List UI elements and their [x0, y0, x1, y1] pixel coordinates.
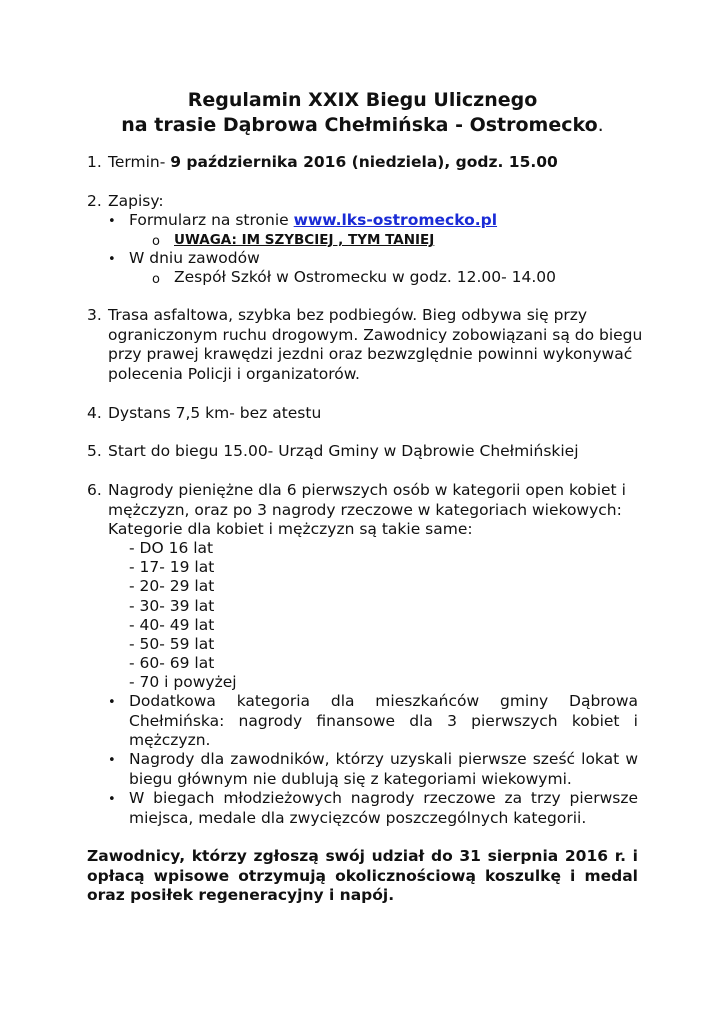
category-item: - 20- 29 lat	[129, 577, 215, 595]
item-3-number: 3.	[87, 306, 102, 324]
category-item: - 70 i powyżej	[129, 673, 237, 691]
title-line-1: Regulamin XXIX Biegu Ulicznego	[187, 89, 538, 111]
item-5-text: Start do biegu 15.00- Urząd Gminy w Dąbrowie Chełmińskiej	[108, 442, 579, 460]
category-item: - 50- 59 lat	[129, 635, 215, 653]
circle-bullet-icon: o	[152, 234, 160, 249]
item-3-text: Trasa asfaltowa, szybka bez podbiegów. Bieg odbywa się przy ograniczonym ruchu drogowym. Zawodnicy zobowiązani są do biegu przy prawej krawędzi jezdni oraz bezwzględnie powinni wykonywać polecenia Policji i organizatorów.	[108, 306, 643, 383]
circle-bullet-icon: o	[152, 272, 160, 287]
item-2-bullet-1	[129, 211, 497, 231]
category-item: - 30- 39 lat	[129, 597, 215, 615]
bullet-icon: •	[108, 214, 116, 229]
category-item: - DO 16 lat	[129, 539, 214, 557]
title-dot: .	[597, 114, 604, 136]
category-item: - 40- 49 lat	[129, 616, 215, 634]
item-1-number-row	[87, 153, 102, 173]
item-2-label: Zapisy:	[108, 192, 164, 210]
item-2-bullet-2: W dniu zawodów	[129, 249, 260, 267]
item-2-bullet-2-sub: Zespół Szkół w Ostromecku w godz. 12.00- 14.00	[174, 268, 556, 286]
bullet-icon: •	[108, 792, 116, 807]
item-6-text: Nagrody pieniężne dla 6 pierwszych osób w kategorii open kobiet i mężczyzn, oraz po 3 nagrody rzeczowe w kategoriach wiekowych: Kategorie dla kobiet i mężczyzn są takie same:	[108, 481, 626, 538]
closing-paragraph: Zawodnicy, którzy zgłoszą swój udział do 31 sierpnia 2016 r. i opłacą wpisowe otrzymują okolicznościową koszulkę i medal oraz posiłek regeneracyjny i napój.	[87, 847, 638, 904]
item-2-bullet-1-prefix: Formularz na stronie	[129, 211, 289, 229]
item-6-bullet-2: Nagrody dla zawodników, którzy uzyskali pierwsze sześć lokat w biegu głównym nie dublują się z kategoriami wiekowymi.	[129, 750, 638, 788]
bullet-icon: •	[108, 753, 116, 768]
item-1-prefix: Termin-	[108, 153, 166, 171]
item-1-date: 9 października 2016 (niedziela), godz. 15.00	[170, 153, 558, 171]
bullet-icon: •	[108, 695, 116, 710]
item-4-number: 4.	[87, 404, 102, 422]
title-line-2-text: na trasie Dąbrowa Chełmińska - Ostromecko	[121, 114, 598, 136]
item-2-warning	[174, 230, 434, 251]
item-4-text: Dystans 7,5 km- bez atestu	[108, 404, 322, 422]
item-6-bullet-1: Dodatkowa kategoria dla mieszkańców gminy Dąbrowa Chełmińska: nagrody finansowe dla 3 pierwszych kobiet i mężczyzn.	[129, 692, 638, 749]
item-2-number: 2.	[87, 192, 102, 210]
title-line-2	[0, 113, 725, 137]
bullet-icon: •	[108, 252, 116, 267]
item-1-text	[108, 153, 558, 173]
item-6-number: 6.	[87, 481, 102, 499]
item-6-bullet-3: W biegach młodzieżowych nagrody rzeczowe za trzy pierwsze miejsca, medale dla zwycięzców poszczególnych kategorii.	[129, 789, 638, 827]
registration-link[interactable]: www.lks-ostromecko.pl	[293, 211, 498, 229]
uwaga-note: UWAGA: IM SZYBCIEJ , TYM TANIEJ	[174, 232, 435, 248]
item-5-number: 5.	[87, 442, 102, 460]
category-item: - 17- 19 lat	[129, 558, 215, 576]
item-1-number-text: 1.	[87, 153, 102, 171]
category-item: - 60- 69 lat	[129, 654, 215, 672]
